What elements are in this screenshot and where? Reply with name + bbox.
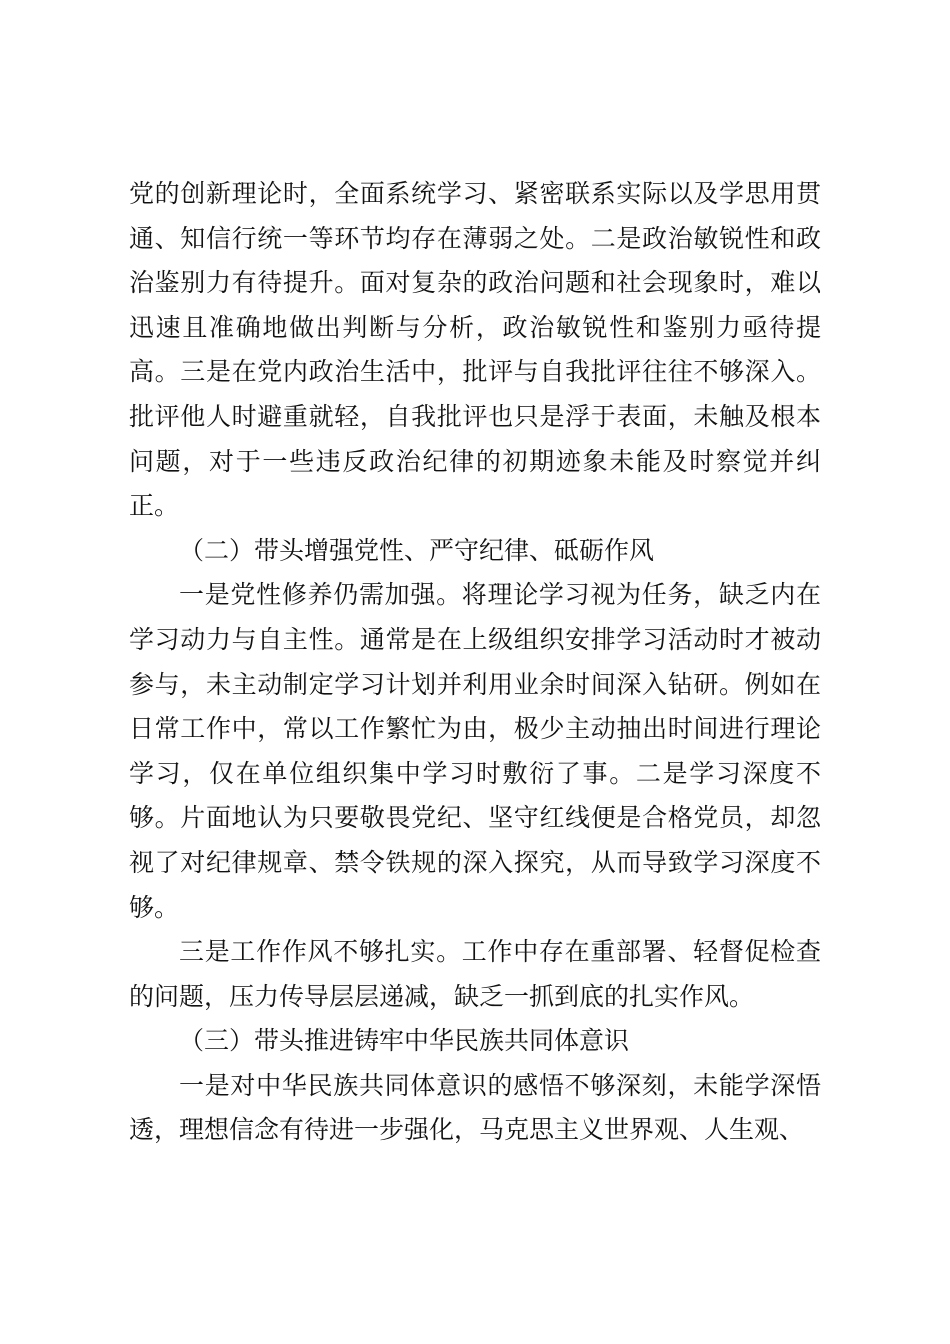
document-body bbox=[129, 172, 821, 1153]
body-paragraph-3: 三是工作作风不够扎实。工作中存在重部署、轻督促检查的问题，压力传导层层递减，缺乏一抓到底的扎实作风。 bbox=[129, 937, 821, 1011]
body-paragraph-4: 一是对中华民族共同体意识的感悟不够深刻，未能学深悟透，理想信念有待进一步强化，马克思主义世界观、人生观、 bbox=[129, 1070, 821, 1145]
section-heading-2: （二）带头增强党性、严守纪律、砥砺作风 bbox=[179, 535, 655, 565]
body-paragraph-2: 一是党性修养仍需加强。将理论学习视为任务，缺乏内在学习动力与自主性。通常是在上级组织安排学习活动时才被动参与，未主动制定学习计划并利用业余时间深入钻研。例如在日常工作中，常以工作繁忙为由，极少主动抽出时间进行理论学习，仅在单位组织集中学习时敷衍了事。二是学习深度不够。片面地认为只要敬畏党纪、坚守红线便是合格党员，却忽视了对纪律规章、禁令铁规的深入探究，从而导致学习深度不够。 bbox=[129, 580, 821, 922]
body-paragraph-1: 党的创新理论时，全面系统学习、紧密联系实际以及学思用贯通、知信行统一等环节均存在薄弱之处。二是政治敏锐性和政治鉴别力有待提升。面对复杂的政治问题和社会现象时，难以迅速且准确地做出判断与分析，政治敏锐性和鉴别力亟待提高。三是在党内政治生活中，批评与自我批评往往不够深入。批评他人时避重就轻，自我批评也只是浮于表面，未触及根本问题，对于一些违反政治纪律的初期迹象未能及时察觉并纠正。 bbox=[129, 179, 821, 521]
section-heading-3: （三）带头推进铸牢中华民族共同体意识 bbox=[179, 1026, 630, 1056]
